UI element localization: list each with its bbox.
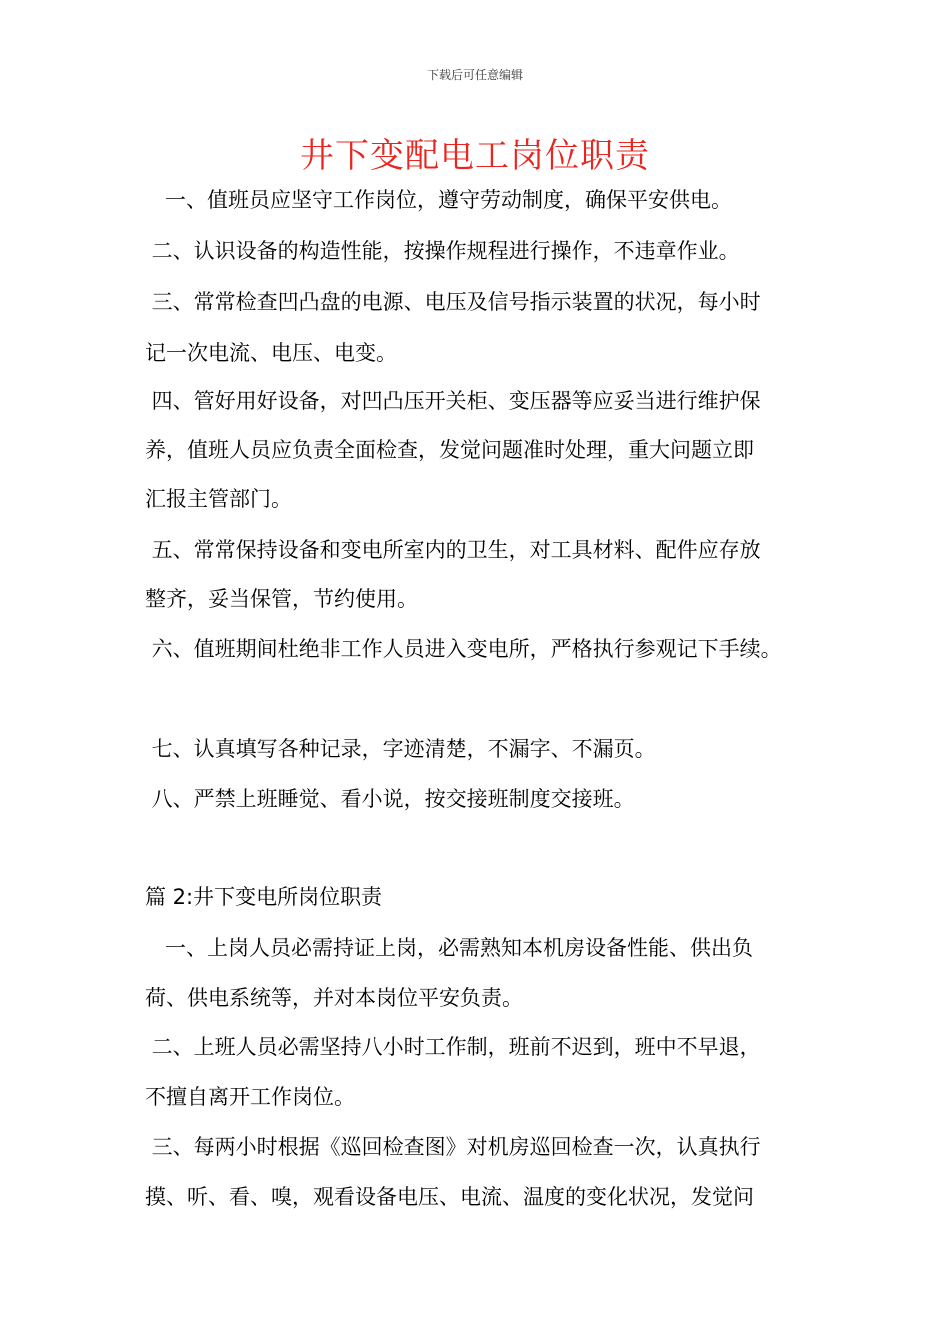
duty-line: 七、认真填写各种记录，字迹清楚，不漏字、不漏页。 [145, 737, 656, 761]
duty-line: 不擅自离开工作岗位。 [145, 1085, 355, 1109]
document-title: 井下变配电工岗位职责 [300, 136, 650, 176]
duty-line: 一、上岗人员必需持证上岗，必需熟知本机房设备性能、供出负 [145, 936, 754, 960]
header-note: 下载后可任意编辑 [426, 68, 523, 82]
duty-line: 荷、供电系统等，并对本岗位平安负责。 [145, 986, 523, 1010]
section-heading: 篇 2:井下变电所岗位职责 [145, 885, 383, 909]
duty-line: 摸、听、看、嗅，观看设备电压、电流、温度的变化状况，发觉问 [145, 1185, 754, 1209]
duty-line: 八、严禁上班睡觉、看小说，按交接班制度交接班。 [145, 787, 635, 811]
duty-line: 三、常常检查凹凸盘的电源、电压及信号指示装置的状况，每小时 [145, 290, 761, 314]
duty-line: 记一次电流、电压、电变。 [145, 341, 397, 365]
duty-line: 养，值班人员应负责全面检查，发觉问题准时处理，重大问题立即 [145, 438, 754, 462]
duty-line: 二、认识设备的构造性能，按操作规程进行操作，不违章作业。 [145, 239, 740, 263]
duty-line: 三、每两小时根据《巡回检查图》对机房巡回检查一次，认真执行 [145, 1135, 761, 1159]
duty-line: 整齐，妥当保管，节约使用。 [145, 587, 418, 611]
duty-line: 二、上班人员必需坚持八小时工作制，班前不迟到，班中不早退， [145, 1035, 761, 1059]
duty-line: 四、管好用好设备，对凹凸压开关柜、变压器等应妥当进行维护保 [145, 389, 761, 413]
duty-line: 五、常常保持设备和变电所室内的卫生，对工具材料、配件应存放 [145, 538, 761, 562]
duty-line: 六、值班期间杜绝非工作人员进入变电所，严格执行参观记下手续。 [145, 637, 782, 661]
duty-line: 一、值班员应坚守工作岗位，遵守劳动制度，确保平安供电。 [145, 188, 733, 212]
duty-line: 汇报主管部门。 [145, 487, 292, 511]
